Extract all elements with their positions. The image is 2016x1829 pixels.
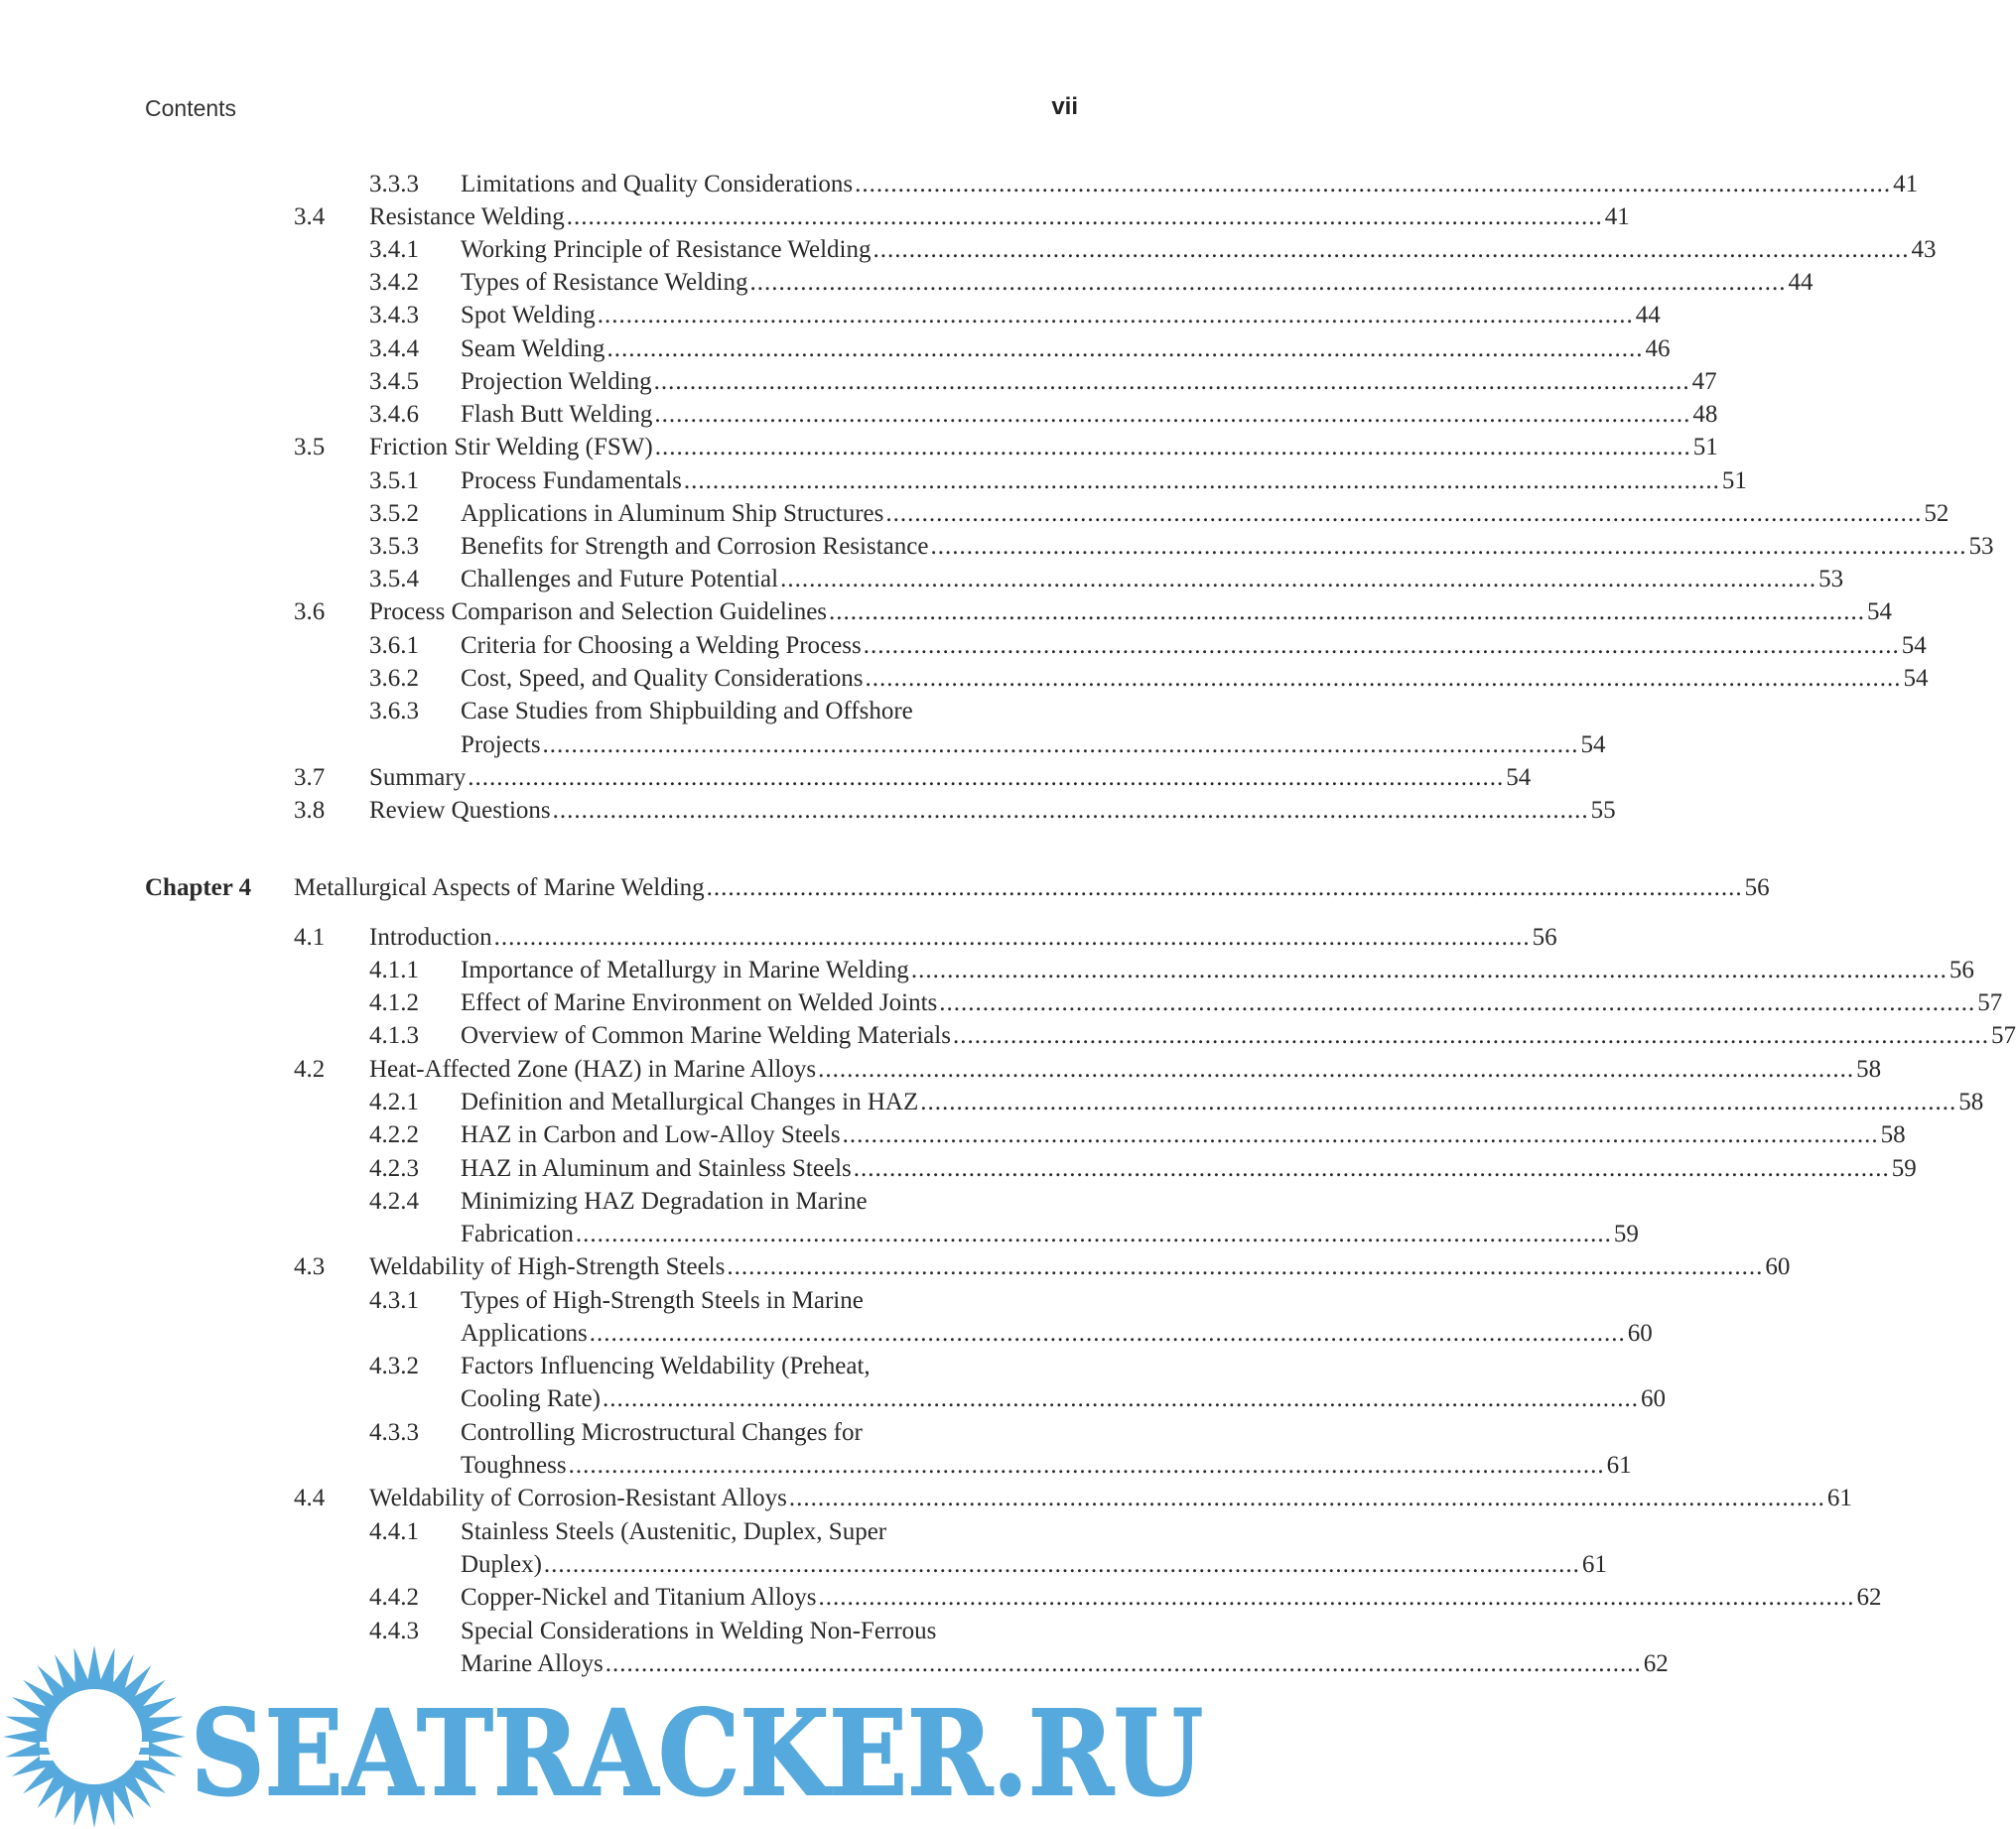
toc-entry-4-2-2[interactable]: 4.2.2 HAZ in Carbon and Low-Alloy Steels ................................................................................................................................................ 58	[369, 1121, 1906, 1148]
toc-entry-3-5-3[interactable]: 3.5.3 Benefits for Strength and Corrosion Resistance ................................................................................................................................................ 53	[369, 533, 1994, 560]
toc-entry-4-1[interactable]: 4.1 Introduction ................................................................................................................................................ 56	[294, 924, 1557, 951]
toc-entry-4-2-4-cont[interactable]: Fabrication ................................................................................................................................................ 59	[461, 1221, 1639, 1247]
toc-entry-3-5-1[interactable]: 3.5.1 Process Fundamentals ................................................................................................................................................ 51	[369, 467, 1747, 494]
watermark-text: SEATRACKER.RU	[191, 1684, 1203, 1822]
toc-entry-3-4-1[interactable]: 3.4.1 Working Principle of Resistance Welding ................................................................................................................................................ 43	[369, 236, 1937, 263]
toc-entry-3-5[interactable]: 3.5 Friction Stir Welding (FSW) ................................................................................................................................................ 51	[294, 434, 1718, 460]
toc-entry-4-3-2[interactable]: 4.3.2 Factors Influencing Weldability (Preheat,	[369, 1353, 871, 1379]
toc-entry-3-6-3-cont[interactable]: Projects ................................................................................................................................................ 54	[461, 731, 1606, 758]
toc-entry-3-4-5[interactable]: 3.4.5 Projection Welding ................................................................................................................................................ 47	[369, 368, 1717, 395]
toc-entry-4-3-3[interactable]: 4.3.3 Controlling Microstructural Changes for	[369, 1419, 863, 1446]
toc-chapter-4[interactable]: Chapter 4 Metallurgical Aspects of Marine Welding ................................................................................................................................................ 56	[0, 871, 1220, 904]
toc-entry-4-2-4[interactable]: 4.2.4 Minimizing HAZ Degradation in Marine	[369, 1188, 868, 1215]
toc-entry-4-1-1[interactable]: 4.1.1 Importance of Metallurgy in Marine Welding ................................................................................................................................................ 56	[369, 957, 1974, 983]
toc-entry-3-4-6[interactable]: 3.4.6 Flash Butt Welding ................................................................................................................................................ 48	[369, 401, 1718, 428]
toc-entry-4-3-1-cont[interactable]: Applications ................................................................................................................................................ 60	[461, 1320, 1653, 1347]
toc-entry-4-4-1[interactable]: 4.4.1 Stainless Steels (Austenitic, Duplex, Super	[369, 1518, 887, 1545]
toc-entry-4-3-2-cont[interactable]: Cooling Rate) ................................................................................................................................................ 60	[461, 1385, 1666, 1412]
toc-entry-3-4-3[interactable]: 3.4.3 Spot Welding ................................................................................................................................................ 44	[369, 302, 1661, 328]
toc-entry-3-4[interactable]: 3.4 Resistance Welding ................................................................................................................................................ 41	[294, 203, 1630, 230]
running-header-title: Contents	[145, 95, 237, 121]
page-number: vii	[1051, 93, 1078, 120]
toc-entry-4-1-2[interactable]: 4.1.2 Effect of Marine Environment on Welded Joints ................................................................................................................................................ 57	[369, 989, 2003, 1016]
toc-entry-3-5-4[interactable]: 3.5.4 Challenges and Future Potential ................................................................................................................................................ 53	[369, 566, 1844, 592]
toc-entry-3-3-3[interactable]: 3.3.3 Limitations and Quality Considerations ................................................................................................................................................ 41	[369, 171, 1919, 197]
toc-entry-3-6[interactable]: 3.6 Process Comparison and Selection Guidelines ................................................................................................................................................ 54	[294, 598, 1893, 625]
toc-entry-3-6-2[interactable]: 3.6.2 Cost, Speed, and Quality Considerations ................................................................................................................................................ 54	[369, 665, 1929, 692]
chapter-label: Chapter 4	[145, 874, 252, 901]
toc-entry-4-2[interactable]: 4.2 Heat-Affected Zone (HAZ) in Marine Alloys ................................................................................................................................................ 58	[294, 1056, 1882, 1083]
toc-entry-4-3-1[interactable]: 4.3.1 Types of High-Strength Steels in Marine	[369, 1287, 864, 1314]
toc-entry-4-2-1[interactable]: 4.2.1 Definition and Metallurgical Changes in HAZ ................................................................................................................................................ 58	[369, 1089, 1984, 1115]
toc-entry-3-6-3[interactable]: 3.6.3 Case Studies from Shipbuilding and Offshore	[369, 698, 913, 724]
toc-entry-4-2-3[interactable]: 4.2.3 HAZ in Aluminum and Stainless Steels ................................................................................................................................................ 59	[369, 1155, 1917, 1182]
toc-entry-3-8[interactable]: 3.8 Review Questions ................................................................................................................................................ 55	[294, 797, 1616, 824]
toc-entry-4-4-3[interactable]: 4.4.3 Special Considerations in Welding Non-Ferrous	[369, 1618, 937, 1644]
toc-entry-3-7[interactable]: 3.7 Summary ................................................................................................................................................ 54	[294, 764, 1532, 791]
toc-entry-4-4[interactable]: 4.4 Weldability of Corrosion-Resistant Alloys ................................................................................................................................................ 61	[294, 1485, 1852, 1511]
watermark	[0, 1647, 1669, 1829]
toc-entry-3-6-1[interactable]: 3.6.1 Criteria for Choosing a Welding Process ................................................................................................................................................ 54	[369, 632, 1927, 659]
toc-entry-4-4-3-cont[interactable]: Marine Alloys ................................................................................................................................................ 62	[461, 1650, 1669, 1677]
sun-logo-icon	[3, 1645, 186, 1828]
toc-entry-4-3[interactable]: 4.3 Weldability of High-Strength Steels ................................................................................................................................................ 60	[294, 1253, 1791, 1280]
toc-entry-3-4-2[interactable]: 3.4.2 Types of Resistance Welding ................................................................................................................................................ 44	[369, 269, 1814, 296]
toc-entry-4-4-1-cont[interactable]: Duplex) ................................................................................................................................................ 61	[461, 1551, 1607, 1578]
toc-entry-3-5-2[interactable]: 3.5.2 Applications in Aluminum Ship Structures ................................................................................................................................................ 52	[369, 500, 1949, 527]
toc-entry-3-4-4[interactable]: 3.4.4 Seam Welding ................................................................................................................................................ 46	[369, 335, 1671, 362]
toc-entry-4-3-3-cont[interactable]: Toughness ................................................................................................................................................ 61	[461, 1452, 1632, 1479]
toc-entry-4-4-2[interactable]: 4.4.2 Copper-Nickel and Titanium Alloys ................................................................................................................................................ 62	[369, 1584, 1882, 1611]
toc-entry-4-1-3[interactable]: 4.1.3 Overview of Common Marine Welding Materials ................................................................................................................................................ 57	[369, 1022, 2016, 1049]
